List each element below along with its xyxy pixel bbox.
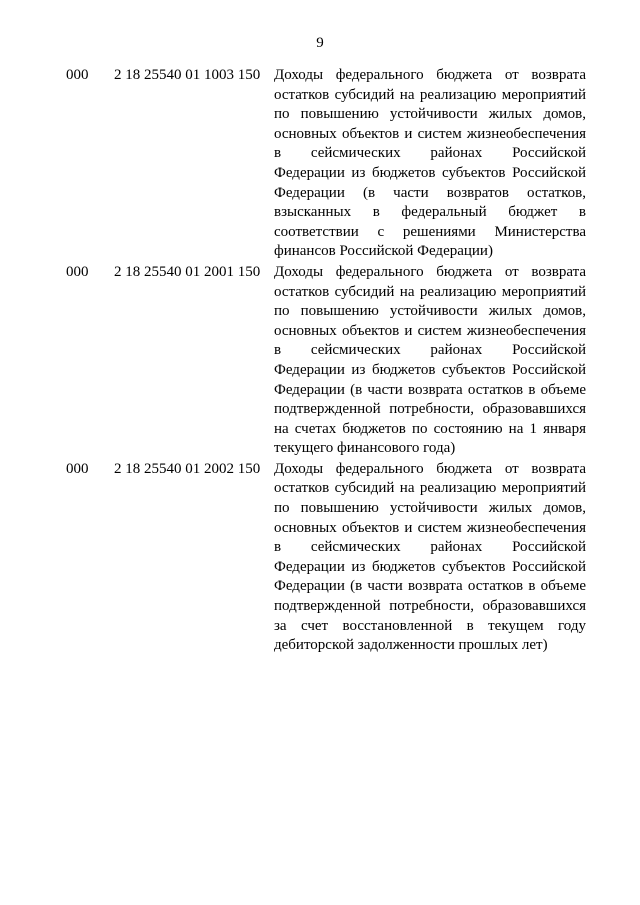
description-line: текущего финансового года) xyxy=(274,440,456,457)
entry-description xyxy=(274,263,586,459)
administrator-code: 000 xyxy=(66,263,89,280)
description-line: Доходы федерального бюджета от возврата xyxy=(274,263,586,280)
entry-description xyxy=(274,66,586,262)
description-line: основных объектов и систем жизнеобеспечения xyxy=(274,519,586,536)
description-line: Доходы федерального бюджета от возврата xyxy=(274,460,586,477)
classification-entries xyxy=(66,66,586,657)
description-line: остатков субсидий на реализацию мероприятий xyxy=(274,86,586,103)
administrator-code: 000 xyxy=(66,67,89,83)
classification-entry-3 xyxy=(66,460,586,656)
description-line: по повышению устойчивости жилых домов, xyxy=(274,500,586,517)
description-line: Федерации из бюджетов субъектов Российской xyxy=(274,361,586,378)
description-line: дебиторской задолженности прошлых лет) xyxy=(274,637,548,654)
description-line: финансов Российской Федерации) xyxy=(274,243,493,260)
classification-entry-1 xyxy=(66,66,586,262)
description-line: Федерации (в части возвратов остатков, xyxy=(274,184,586,201)
classification-code: 2 18 25540 01 2001 150 xyxy=(114,263,261,280)
description-line: по повышению устойчивости жилых домов, xyxy=(274,303,586,320)
classification-code: 2 18 25540 01 2002 150 xyxy=(114,460,261,477)
description-line: в сейсмических районах Российской xyxy=(274,145,586,162)
description-line: основных объектов и систем жизнеобеспечения xyxy=(274,125,586,142)
description-line: Федерации (в части возврата остатков в объеме xyxy=(274,578,586,595)
page-number: 9 xyxy=(316,35,324,51)
description-line: соответствии с решениями Министерства xyxy=(274,223,586,240)
classification-entry-2 xyxy=(66,263,586,459)
description-line: в сейсмических районах Российской xyxy=(274,539,586,556)
description-line: за счет восстановленной в текущем году xyxy=(274,617,586,634)
description-line: основных объектов и систем жизнеобеспечения xyxy=(274,322,586,339)
administrator-code: 000 xyxy=(66,460,89,477)
description-line: на счетах бюджетов по состоянию на 1 января xyxy=(274,420,586,437)
description-line: взысканных в федеральный бюджет в xyxy=(274,204,586,221)
description-line: в сейсмических районах Российской xyxy=(274,342,586,359)
description-line: подтвержденной потребности, образовавшихся xyxy=(274,598,586,615)
description-line: по повышению устойчивости жилых домов, xyxy=(274,106,586,123)
description-line: подтвержденной потребности, образовавшихся xyxy=(274,401,586,418)
description-line: Федерации из бюджетов субъектов Российской xyxy=(274,558,586,575)
entry-description xyxy=(274,460,586,656)
description-line: Доходы федерального бюджета от возврата xyxy=(274,67,586,83)
description-line: остатков субсидий на реализацию мероприятий xyxy=(274,480,586,497)
description-line: остатков субсидий на реализацию мероприятий xyxy=(274,283,586,300)
description-line: Федерации из бюджетов субъектов Российской xyxy=(274,164,586,181)
description-line: Федерации (в части возврата остатков в объеме xyxy=(274,381,586,398)
classification-code: 2 18 25540 01 1003 150 xyxy=(114,67,261,83)
